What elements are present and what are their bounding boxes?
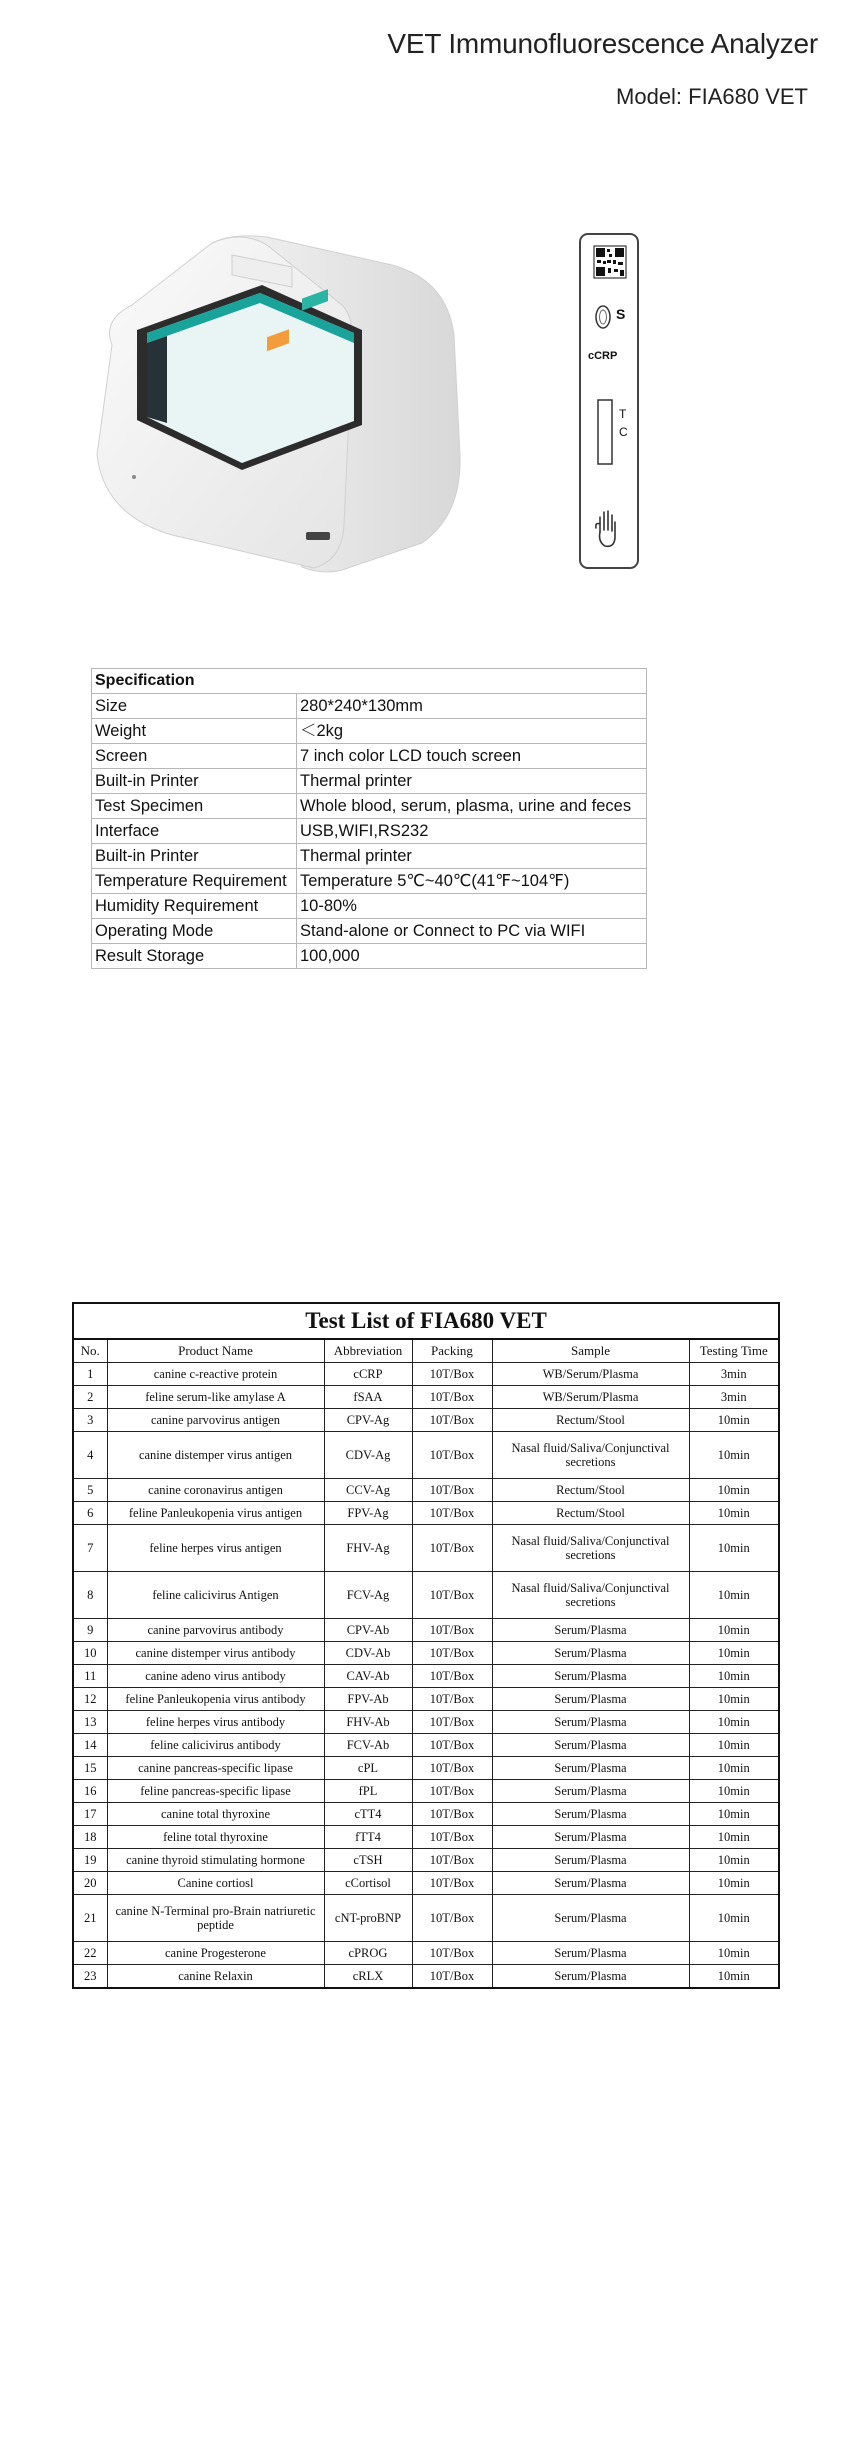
test-product-name: feline Panleukopenia virus antigen (107, 1502, 324, 1525)
test-no: 11 (73, 1665, 107, 1688)
test-abbreviation: fTT4 (324, 1826, 412, 1849)
test-no: 23 (73, 1965, 107, 1989)
test-sample: Serum/Plasma (492, 1688, 689, 1711)
test-testing-time: 10min (689, 1409, 779, 1432)
test-packing: 10T/Box (412, 1479, 492, 1502)
test-testing-time: 10min (689, 1642, 779, 1665)
test-product-name: canine thyroid stimulating hormone (107, 1849, 324, 1872)
test-sample: Serum/Plasma (492, 1757, 689, 1780)
table-row (73, 1895, 779, 1942)
test-product-name: canine distemper virus antibody (107, 1642, 324, 1665)
table-row (73, 1665, 779, 1688)
test-abbreviation: CPV-Ab (324, 1619, 412, 1642)
test-packing: 10T/Box (412, 1826, 492, 1849)
table-row (73, 1942, 779, 1965)
test-product-name: canine Progesterone (107, 1942, 324, 1965)
col-sample: Sample (492, 1339, 689, 1363)
test-packing: 10T/Box (412, 1965, 492, 1989)
test-abbreviation: FPV-Ag (324, 1502, 412, 1525)
test-abbreviation: FHV-Ab (324, 1711, 412, 1734)
table-row (73, 1363, 779, 1386)
test-testing-time: 10min (689, 1711, 779, 1734)
spec-row (92, 894, 647, 919)
test-testing-time: 10min (689, 1432, 779, 1479)
test-packing: 10T/Box (412, 1642, 492, 1665)
test-product-name: feline herpes virus antibody (107, 1711, 324, 1734)
test-abbreviation: cCortisol (324, 1872, 412, 1895)
table-row (73, 1826, 779, 1849)
spec-key: Built-in Printer (92, 844, 297, 869)
test-packing: 10T/Box (412, 1688, 492, 1711)
test-sample: Rectum/Stool (492, 1409, 689, 1432)
test-abbreviation: fPL (324, 1780, 412, 1803)
spec-value: 7 inch color LCD touch screen (297, 744, 647, 769)
test-testing-time: 10min (689, 1757, 779, 1780)
test-testing-time: 3min (689, 1363, 779, 1386)
test-testing-time: 10min (689, 1872, 779, 1895)
test-no: 20 (73, 1872, 107, 1895)
test-packing: 10T/Box (412, 1502, 492, 1525)
test-packing: 10T/Box (412, 1363, 492, 1386)
test-sample: Serum/Plasma (492, 1780, 689, 1803)
table-row (73, 1757, 779, 1780)
table-row (73, 1711, 779, 1734)
test-packing: 10T/Box (412, 1711, 492, 1734)
table-row (73, 1572, 779, 1619)
test-abbreviation: CDV-Ag (324, 1432, 412, 1479)
table-row (73, 1734, 779, 1757)
test-sample: Rectum/Stool (492, 1479, 689, 1502)
test-testing-time: 10min (689, 1965, 779, 1989)
spec-value: Stand-alone or Connect to PC via WIFI (297, 919, 647, 944)
spec-row (92, 819, 647, 844)
test-testing-time: 10min (689, 1803, 779, 1826)
test-testing-time: 10min (689, 1849, 779, 1872)
test-sample: Serum/Plasma (492, 1803, 689, 1826)
test-packing: 10T/Box (412, 1665, 492, 1688)
test-list-header-row (73, 1339, 779, 1363)
test-product-name: feline calicivirus Antigen (107, 1572, 324, 1619)
test-no: 6 (73, 1502, 107, 1525)
test-sample: Serum/Plasma (492, 1965, 689, 1989)
spec-heading-row (92, 669, 647, 694)
test-no: 7 (73, 1525, 107, 1572)
test-no: 16 (73, 1780, 107, 1803)
test-no: 12 (73, 1688, 107, 1711)
test-product-name: canine parvovirus antigen (107, 1409, 324, 1432)
spec-key: Temperature Requirement (92, 869, 297, 894)
spec-row (92, 869, 647, 894)
model-label: Model: FIA680 VET (616, 84, 808, 109)
test-cassette (578, 232, 640, 570)
test-product-name: canine distemper virus antigen (107, 1432, 324, 1479)
col-product-name: Product Name (107, 1339, 324, 1363)
test-testing-time: 10min (689, 1572, 779, 1619)
test-packing: 10T/Box (412, 1572, 492, 1619)
test-abbreviation: fSAA (324, 1386, 412, 1409)
test-sample: WB/Serum/Plasma (492, 1363, 689, 1386)
test-list-title: Test List of FIA680 VET (73, 1303, 779, 1339)
test-packing: 10T/Box (412, 1409, 492, 1432)
table-row (73, 1642, 779, 1665)
spec-row (92, 844, 647, 869)
test-packing: 10T/Box (412, 1895, 492, 1942)
test-abbreviation: cCRP (324, 1363, 412, 1386)
test-sample: Serum/Plasma (492, 1872, 689, 1895)
col-no: No. (73, 1339, 107, 1363)
specification-table (91, 668, 647, 969)
test-testing-time: 10min (689, 1734, 779, 1757)
test-sample: WB/Serum/Plasma (492, 1386, 689, 1409)
test-product-name: canine pancreas-specific lipase (107, 1757, 324, 1780)
test-sample: Nasal fluid/Saliva/Conjunctival secretions (492, 1432, 689, 1479)
test-abbreviation: cTT4 (324, 1803, 412, 1826)
test-no: 21 (73, 1895, 107, 1942)
col-testing-time: Testing Time (689, 1339, 779, 1363)
test-abbreviation: CDV-Ab (324, 1642, 412, 1665)
table-row (73, 1386, 779, 1409)
test-sample: Serum/Plasma (492, 1665, 689, 1688)
col-packing: Packing (412, 1339, 492, 1363)
spec-row (92, 744, 647, 769)
test-abbreviation: CAV-Ab (324, 1665, 412, 1688)
table-row (73, 1409, 779, 1432)
test-testing-time: 10min (689, 1688, 779, 1711)
result-window (598, 400, 612, 464)
test-packing: 10T/Box (412, 1872, 492, 1895)
table-row (73, 1525, 779, 1572)
test-no: 3 (73, 1409, 107, 1432)
test-packing: 10T/Box (412, 1780, 492, 1803)
test-abbreviation: FPV-Ab (324, 1688, 412, 1711)
spec-key: Test Specimen (92, 794, 297, 819)
analyzer-device-image (92, 225, 472, 575)
test-sample: Serum/Plasma (492, 1711, 689, 1734)
test-product-name: feline total thyroxine (107, 1826, 324, 1849)
test-no: 22 (73, 1942, 107, 1965)
test-no: 14 (73, 1734, 107, 1757)
test-packing: 10T/Box (412, 1734, 492, 1757)
spec-value: 10-80% (297, 894, 647, 919)
qr-code-icon (594, 246, 626, 278)
test-no: 17 (73, 1803, 107, 1826)
test-packing: 10T/Box (412, 1803, 492, 1826)
page-title: VET Immunofluorescence Analyzer (387, 28, 818, 59)
test-packing: 10T/Box (412, 1757, 492, 1780)
test-sample: Nasal fluid/Saliva/Conjunctival secretions (492, 1572, 689, 1619)
test-product-name: canine Relaxin (107, 1965, 324, 1989)
test-product-name: Canine cortiosl (107, 1872, 324, 1895)
test-packing: 10T/Box (412, 1619, 492, 1642)
table-row (73, 1780, 779, 1803)
test-testing-time: 10min (689, 1525, 779, 1572)
col-abbreviation: Abbreviation (324, 1339, 412, 1363)
test-product-name: feline pancreas-specific lipase (107, 1780, 324, 1803)
test-packing: 10T/Box (412, 1386, 492, 1409)
test-packing: 10T/Box (412, 1849, 492, 1872)
spec-value: Temperature 5℃~40℃(41℉~104℉) (297, 869, 647, 894)
test-abbreviation: cPROG (324, 1942, 412, 1965)
spec-heading: Specification (92, 669, 647, 694)
test-testing-time: 10min (689, 1479, 779, 1502)
test-testing-time: 10min (689, 1942, 779, 1965)
spec-value: ＜2kg (297, 719, 647, 744)
test-product-name: feline serum-like amylase A (107, 1386, 324, 1409)
spec-row (92, 769, 647, 794)
test-no: 1 (73, 1363, 107, 1386)
test-abbreviation: CCV-Ag (324, 1479, 412, 1502)
test-no: 18 (73, 1826, 107, 1849)
spec-value: Whole blood, serum, plasma, urine and feces (297, 794, 647, 819)
cassette-shape (578, 232, 640, 570)
table-row (73, 1502, 779, 1525)
test-sample: Rectum/Stool (492, 1502, 689, 1525)
spec-value: Thermal printer (297, 844, 647, 869)
test-product-name: canine coronavirus antigen (107, 1479, 324, 1502)
test-no: 8 (73, 1572, 107, 1619)
table-row (73, 1619, 779, 1642)
test-abbreviation: CPV-Ag (324, 1409, 412, 1432)
test-no: 13 (73, 1711, 107, 1734)
spec-key: Size (92, 694, 297, 719)
test-testing-time: 10min (689, 1665, 779, 1688)
test-no: 9 (73, 1619, 107, 1642)
test-sample: Nasal fluid/Saliva/Conjunctival secretions (492, 1525, 689, 1572)
test-no: 10 (73, 1642, 107, 1665)
test-list-table (72, 1302, 780, 1989)
test-sample: Serum/Plasma (492, 1895, 689, 1942)
table-row (73, 1479, 779, 1502)
spec-value: Thermal printer (297, 769, 647, 794)
test-name-label: cCRP (588, 350, 618, 362)
table-row (73, 1688, 779, 1711)
test-abbreviation: FCV-Ag (324, 1572, 412, 1619)
table-row (73, 1965, 779, 1989)
test-sample: Serum/Plasma (492, 1942, 689, 1965)
test-no: 2 (73, 1386, 107, 1409)
test-abbreviation: cTSH (324, 1849, 412, 1872)
test-abbreviation: FHV-Ag (324, 1525, 412, 1572)
test-no: 4 (73, 1432, 107, 1479)
table-row (73, 1432, 779, 1479)
test-testing-time: 10min (689, 1502, 779, 1525)
test-product-name: canine total thyroxine (107, 1803, 324, 1826)
spec-row (92, 944, 647, 969)
test-testing-time: 10min (689, 1826, 779, 1849)
test-product-name: canine N-Terminal pro-Brain natriuretic peptide (107, 1895, 324, 1942)
test-abbreviation: cNT-proBNP (324, 1895, 412, 1942)
t-line-label: T (619, 407, 627, 421)
spec-value: 100,000 (297, 944, 647, 969)
test-abbreviation: cRLX (324, 1965, 412, 1989)
spec-key: Built-in Printer (92, 769, 297, 794)
spec-value: USB,WIFI,RS232 (297, 819, 647, 844)
test-product-name: canine parvovirus antibody (107, 1619, 324, 1642)
spec-key: Screen (92, 744, 297, 769)
test-packing: 10T/Box (412, 1942, 492, 1965)
test-testing-time: 10min (689, 1895, 779, 1942)
test-packing: 10T/Box (412, 1432, 492, 1479)
test-product-name: canine adeno virus antibody (107, 1665, 324, 1688)
spec-row (92, 919, 647, 944)
c-line-label: C (619, 425, 628, 439)
spec-key: Weight (92, 719, 297, 744)
test-testing-time: 10min (689, 1619, 779, 1642)
spec-value: 280*240*130mm (297, 694, 647, 719)
test-sample: Serum/Plasma (492, 1642, 689, 1665)
test-no: 19 (73, 1849, 107, 1872)
test-product-name: canine c-reactive protein (107, 1363, 324, 1386)
test-abbreviation: FCV-Ab (324, 1734, 412, 1757)
test-no: 15 (73, 1757, 107, 1780)
test-sample: Serum/Plasma (492, 1826, 689, 1849)
spec-row (92, 719, 647, 744)
spec-key: Operating Mode (92, 919, 297, 944)
test-testing-time: 10min (689, 1780, 779, 1803)
test-sample: Serum/Plasma (492, 1619, 689, 1642)
spec-key: Result Storage (92, 944, 297, 969)
test-product-name: feline herpes virus antigen (107, 1525, 324, 1572)
table-row (73, 1849, 779, 1872)
sample-label: S (616, 306, 626, 322)
test-sample: Serum/Plasma (492, 1734, 689, 1757)
spec-key: Humidity Requirement (92, 894, 297, 919)
spec-row (92, 794, 647, 819)
test-sample: Serum/Plasma (492, 1849, 689, 1872)
spec-key: Interface (92, 819, 297, 844)
test-abbreviation: cPL (324, 1757, 412, 1780)
test-testing-time: 3min (689, 1386, 779, 1409)
test-product-name: feline calicivirus antibody (107, 1734, 324, 1757)
test-product-name: feline Panleukopenia virus antibody (107, 1688, 324, 1711)
test-packing: 10T/Box (412, 1525, 492, 1572)
table-row (73, 1872, 779, 1895)
test-list-title-row (73, 1303, 779, 1339)
test-no: 5 (73, 1479, 107, 1502)
spec-row (92, 694, 647, 719)
table-row (73, 1803, 779, 1826)
